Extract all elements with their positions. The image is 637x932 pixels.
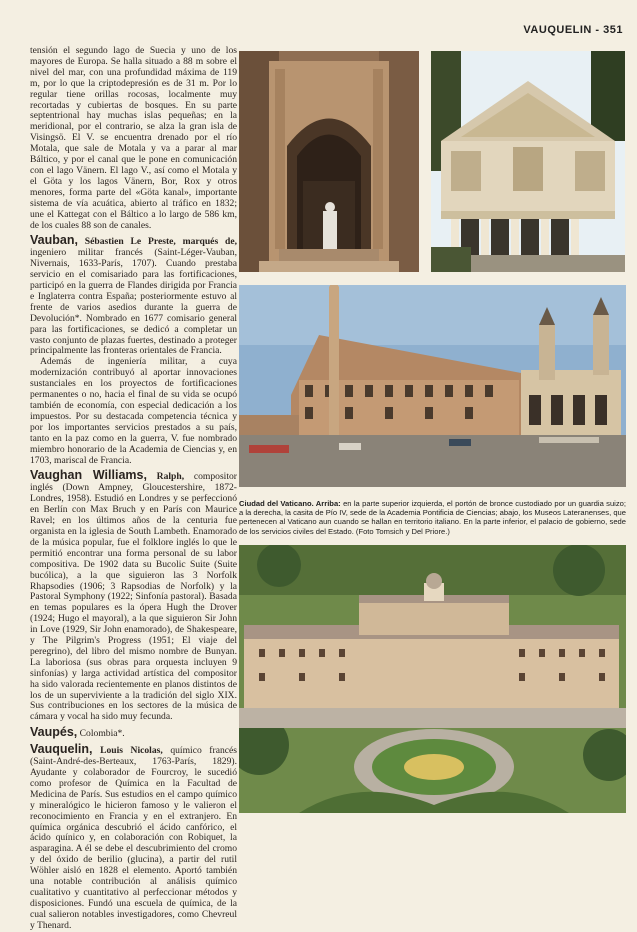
photo-caption [239, 499, 626, 536]
entry-crossref: Colombia*. [79, 728, 125, 740]
entry-headword: Vaughan Williams, [30, 468, 147, 483]
entry-vaupes [30, 727, 237, 740]
entry-vaughan-williams [30, 470, 237, 723]
caption-lead: Ciudad del Vaticano. Arriba: [239, 499, 341, 508]
photo-governorate-palace [239, 545, 626, 813]
entry-headword: Vauquelin, [30, 742, 93, 757]
entry-subhead: Louis Nicolas, [100, 745, 163, 757]
running-header: VAUQUELIN - 351 [523, 24, 623, 36]
text-column [30, 46, 237, 932]
entry-body: químico francés (Saint-André-des-Berteaux, 1763-París, 1829). Ayudante y colaborador de Fourcroy, le sucedió como profesor de Química en la Facultad de Medicina de París. Sus estudios en el campo químico y mineralógico le hicieron famoso y le valieron el reconocimiento en Francia y en el extranjero. En química orgánica descubrió el ácido canfórico, el ácido quínico y, en colaboración con Robiquet, la asparagina. A él se debe el descubrimiento del cromo y del óxido de berilio (glucina), a partir del rutil Wöhler aisló en 1828 el elemento. Aportó también una notable contribución al análisis químico cualitativo y cuantitativo al perfeccionar métodos y disposiciones. Fundó una escuela de química, de la cual salieron notables investigadores, como Chevreul y Thenard. [30, 745, 237, 931]
entry-paragraph [30, 235, 237, 357]
entry-subhead: Ralph, [156, 471, 185, 483]
entry-body: compositor inglés (Down Ampney, Gloucestershire, 1872-Londres, 1958). Estudió en Londres y se perfeccionó en Berlín con Max Bruch y en París con Maurice Ravel; en los últimos años de la centuria fue organista en la iglesia de South Lambeth. Enamorado de la música popular, fue el folklore inglés lo que le permitió encontrar una forma personal de su labor compositiva. De 1902 data su Bucolic Suite (Suite bucólica), a la que siguieron las 3 Norfolk Rhapsodies (1906; 3 Rapsodias de Norfolk) y la Pastoral Symphony (1922; Sinfonía pastoral). Basada en temas populares es la ópera Hugh the Drover (1924; Hugo el mayoral), a la que siguieron Sir John in Love (1929, Sir John enamorado), de Shakespeare, y The Pilgrim's Progress (1951; El viaje del peregrino), del libro del mismo nombre de Bunyan. La laboriosa (sus obras para orquesta incluyen 9 sinfonías) y larga actividad artística del compositor ha sido valorada recientemente en planos distintos de los de un superviviente a la tradición del siglo XIX. Sus contribuciones en los sectores de la música de cámara y vocal ha sido muy fecunda. [30, 471, 237, 723]
photo-lateran-museums [239, 285, 626, 487]
entry-subhead: Sébastien Le Preste, marqués de, [84, 236, 237, 248]
entry-vauban [30, 235, 237, 466]
entry-body: ingeniero militar francés (Saint-Léger-Vauban, Nivernais, 1633-París, 1707). Cuando prestaba servicio en el comisariado para las fortificaciones, participó en la guerra de Flandes dirigida por Francia e Inglaterra contra España; posteriormente estuvo al frente de varios asedios durante la guerra de Devolución*. Nombrado en 1677 comisario general para las fortificaciones, se dedicó a completar un vasto conjunto de plazas fuertes, destinado a proteger principalmente las fronteras orientales de Francia. [30, 247, 237, 357]
caption-text: en la parte superior izquierda, el portón de bronce custodiado por un guardia suizo; a la derecha, la casita de Pío IV, sede de la Academia Pontificia de Ciencias; abajo, los Museos Lateranenses, que pertenecen al Vaticano aun cuando se hallan en territorio italiano. En la parte inferior, el palacio de gobierno, sede de los servicios civiles del Estado. (Foto Tomsich y Del Priore.) [239, 499, 626, 536]
entry-headword: Vaupés, [30, 725, 78, 740]
entry-headword: Vauban, [30, 233, 78, 248]
entry-paragraph: Además de ingeniería militar, a cuya modernización contribuyó al aportar innovaciones sustanciales en los proyectos de fortificaciones permanentes o no, hacia el final de su vida se ocupó también de economía, con especial dedicación a los impuestos. Por su destacada competencia técnica y por los importantes servicios prestados a su país, tanto en la paz como en la guerra, V. fue nombrado miembro honorario de la Academia de Ciencias y, en 1703, mariscal de Francia. [30, 356, 237, 466]
photo-casina-pio-iv [431, 51, 625, 272]
entry-paragraph [30, 470, 237, 723]
entry-paragraph [30, 727, 237, 740]
entry-paragraph [30, 744, 237, 931]
photo-bronze-door [239, 51, 419, 272]
entry-vauquelin [30, 744, 237, 931]
intro-paragraph: tensión el segundo lago de Suecia y uno de los mayores de Europa. Se halla situado a 88 m sobre el nivel del mar, con una profundidad máxima de 119 m, por lo que la criptodepresión es de 31 m. Por lo regular tiene orillas rocosas, localmente muy recortadas y cubiertas de bosques. En su parte septentrional hay muchas islas pequeñas; en la meridional, por el contrario, se alza la gran isla de Visingsö. El V. se encuentra drenado por el río Motala, que sale de Motala y va a parar al mar Báltico, y por el canal que le pone en comunicación con el lago Vänern. El lago V., así como el Motala y el Göta y los lagos Vänern, Bor, Rox y otros menores, forma parte del «Göta kanal», importante sistema de vía acuática, abierto al tráfico en 1832; une el Kattegat con el Báltico a lo largo de 586 km, de los cuales 88 son de canales. [30, 45, 237, 231]
